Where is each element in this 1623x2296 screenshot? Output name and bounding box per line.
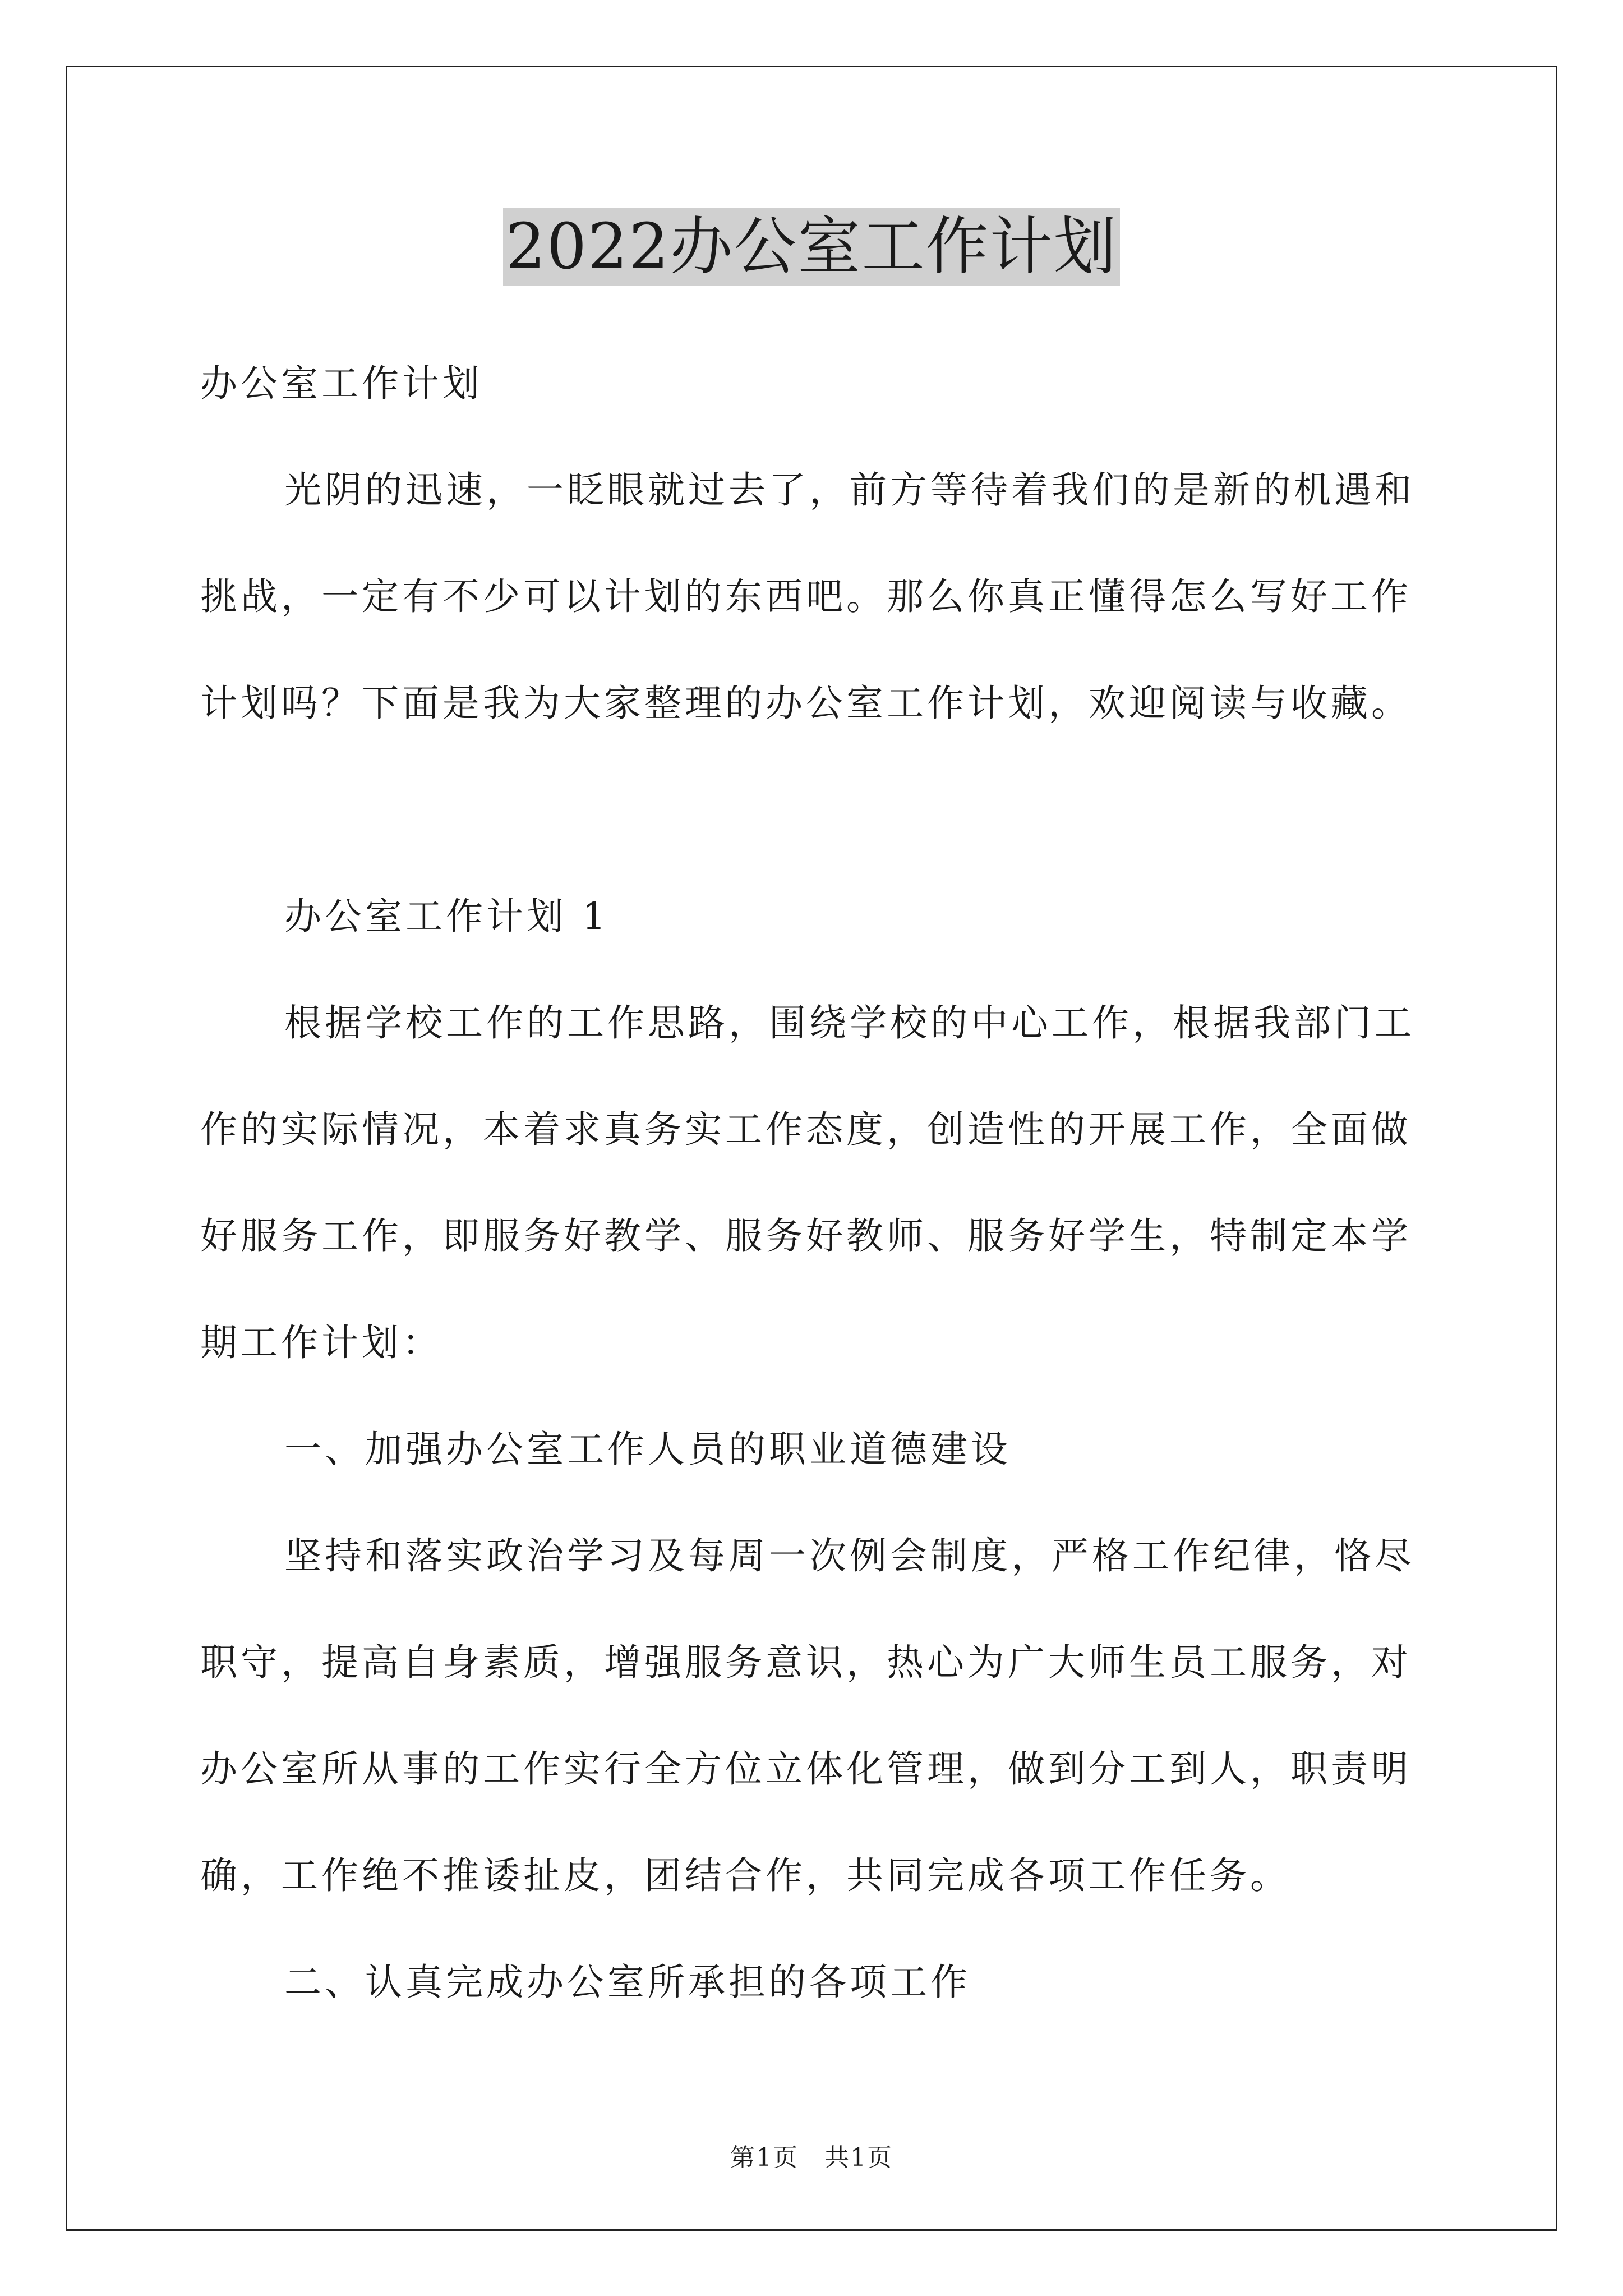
para1-line-2: 作的实际情况，本着求真务实工作态度，创造性的开展工作，全面做 xyxy=(200,1108,1412,1151)
document-title: 2022办公室工作计划 xyxy=(503,208,1119,286)
page-footer: 第1页 共1页 xyxy=(730,2143,893,2172)
para2-line-2: 职守，提高自身素质，增强服务意识，热心为广大师生员工服务，对 xyxy=(200,1641,1412,1684)
item2-heading: 二、认真完成办公室所承担的各项工作 xyxy=(284,1961,971,2004)
subtitle: 办公室工作计划 xyxy=(200,362,483,405)
intro-line-3: 计划吗？下面是我为大家整理的办公室工作计划，欢迎阅读与收藏。 xyxy=(200,682,1412,725)
intro-line-1: 光阴的迅速，一眨眼就过去了，前方等待着我们的是新的机遇和 xyxy=(284,468,1415,512)
document-body xyxy=(200,0,1434,2296)
para1-line-4: 期工作计划： xyxy=(200,1321,442,1364)
intro-line-2: 挑战，一定有不少可以计划的东西吧。那么你真正懂得怎么写好工作 xyxy=(200,575,1412,618)
section-heading: 办公室工作计划 1 xyxy=(284,895,609,938)
item1-heading: 一、加强办公室工作人员的职业道德建设 xyxy=(284,1428,1011,1471)
para2-line-3: 办公室所从事的工作实行全方位立体化管理，做到分工到人，职责明 xyxy=(200,1747,1412,1791)
para1-line-3: 好服务工作，即服务好教学、服务好教师、服务好学生，特制定本学 xyxy=(200,1214,1412,1258)
para1-line-1: 根据学校工作的工作思路，围绕学校的中心工作，根据我部门工 xyxy=(284,1001,1415,1045)
para2-line-4: 确，工作绝不推诿扯皮，团结合作，共同完成各项工作任务。 xyxy=(200,1854,1290,1897)
para2-line-1: 坚持和落实政治学习及每周一次例会制度，严格工作纪律，恪尽 xyxy=(284,1534,1415,1577)
